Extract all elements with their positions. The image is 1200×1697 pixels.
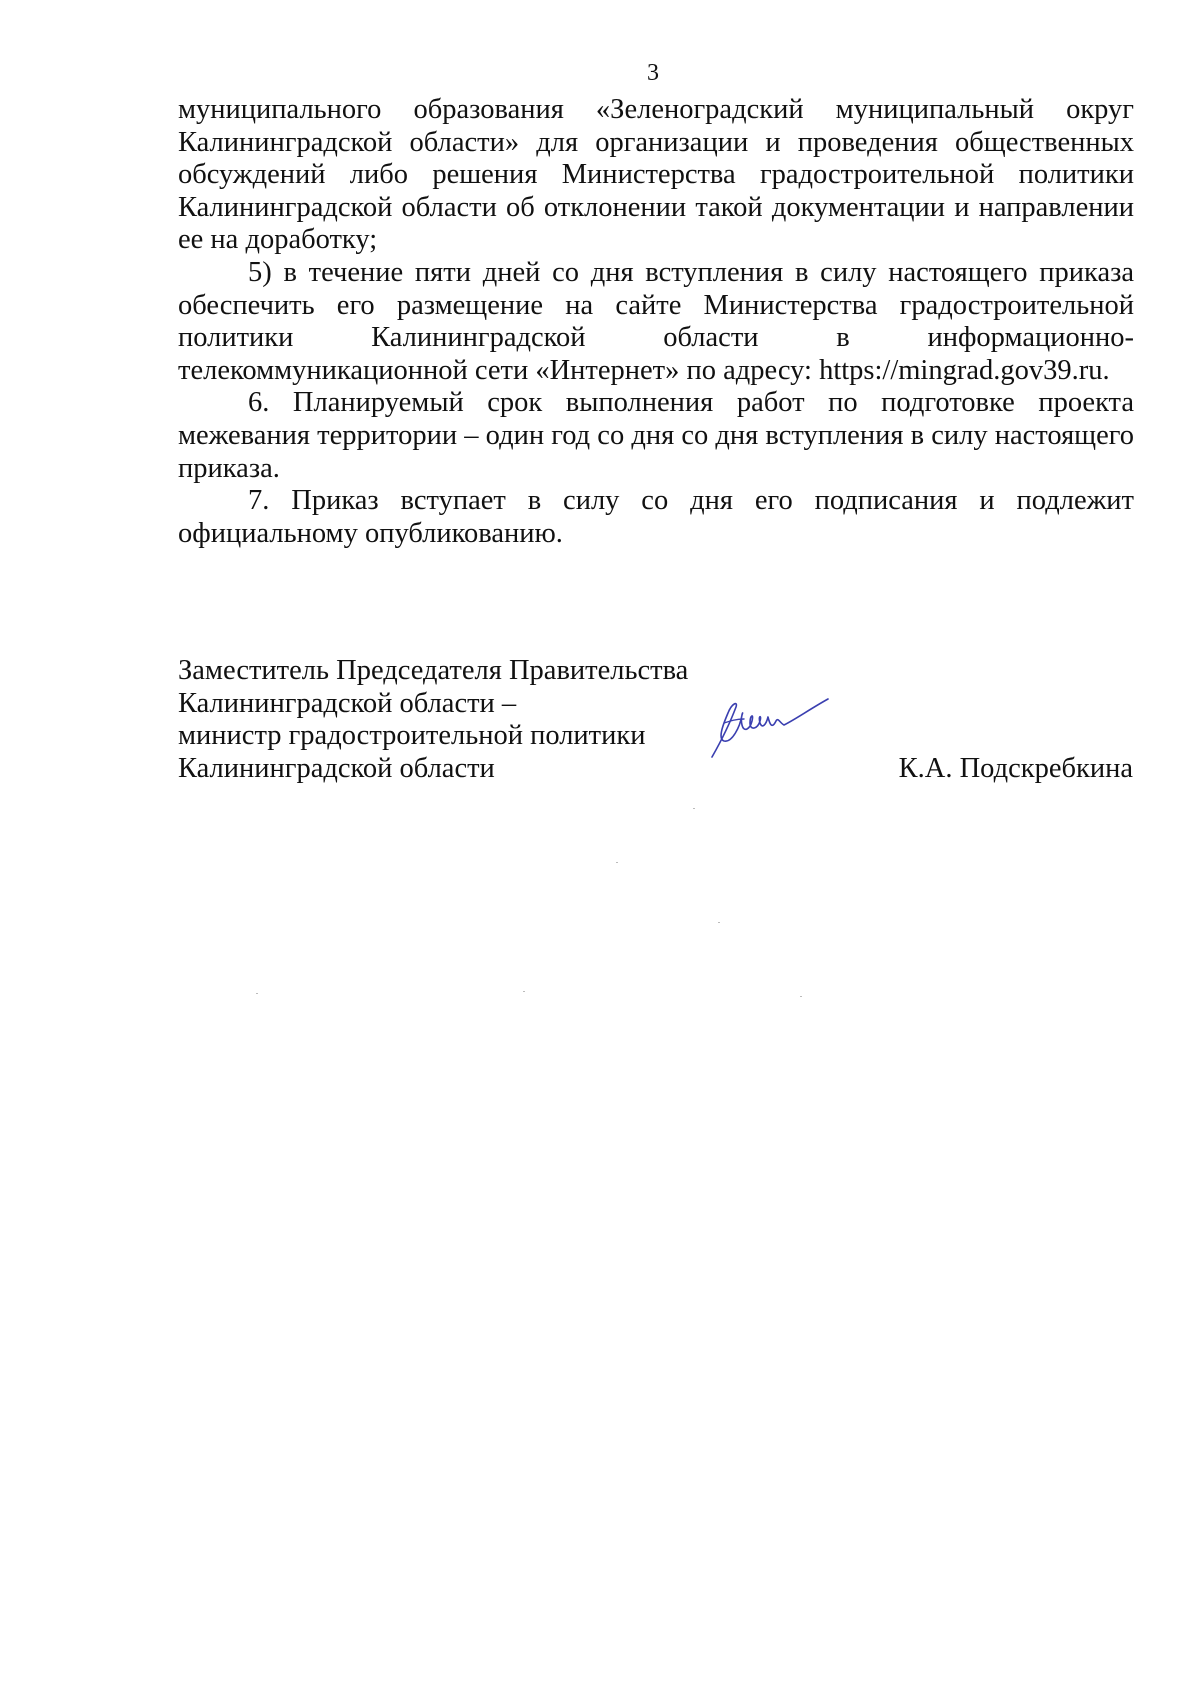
paragraph-item-5: 5) в течение пяти дней со дня вступления в силу настоящего приказа обеспечить его размещение на сайте Министерства градостроительной политики Калининградской области в информационно-телекоммуникационной сети «Интернет» по адресу: https://mingrad.gov39.ru.	[178, 256, 1134, 386]
signatory-position-line: министр градостроительной политики	[178, 720, 646, 752]
paragraph-continuation: муниципального образования «Зеленоградский муниципальный округ Калининградской области» для организации и проведения общественных обсуждений либо решения Министерства градостроительной политики Калининградской области об отклонении такой документации и направлении ее на доработку;	[178, 94, 1134, 256]
scan-speck	[693, 808, 695, 809]
signatory-position-line: Заместитель Председателя Правительства	[178, 655, 689, 686]
page-number: 3	[647, 60, 659, 86]
signatory-name: К.А. Подскребкина	[898, 753, 1133, 784]
signatory-position-line: Калининградской области –	[178, 687, 517, 719]
signatory-position	[178, 655, 738, 785]
signatory-position-line: Калининградской области	[178, 752, 495, 784]
document-body	[178, 94, 1134, 550]
scan-speck	[523, 991, 525, 992]
scan-speck	[616, 862, 618, 863]
paragraph-item-7: 7. Приказ вступает в силу со дня его подписания и подлежит официальному опубликованию.	[178, 485, 1134, 549]
scan-speck	[256, 993, 258, 994]
scan-speck	[800, 996, 802, 997]
scan-speck	[718, 922, 720, 923]
handwritten-signature	[706, 695, 834, 761]
paragraph-item-6: 6. Планируемый срок выполнения работ по подготовке проекта межевания территории – один год со дня со дня вступления в силу настоящего приказа.	[178, 387, 1134, 484]
